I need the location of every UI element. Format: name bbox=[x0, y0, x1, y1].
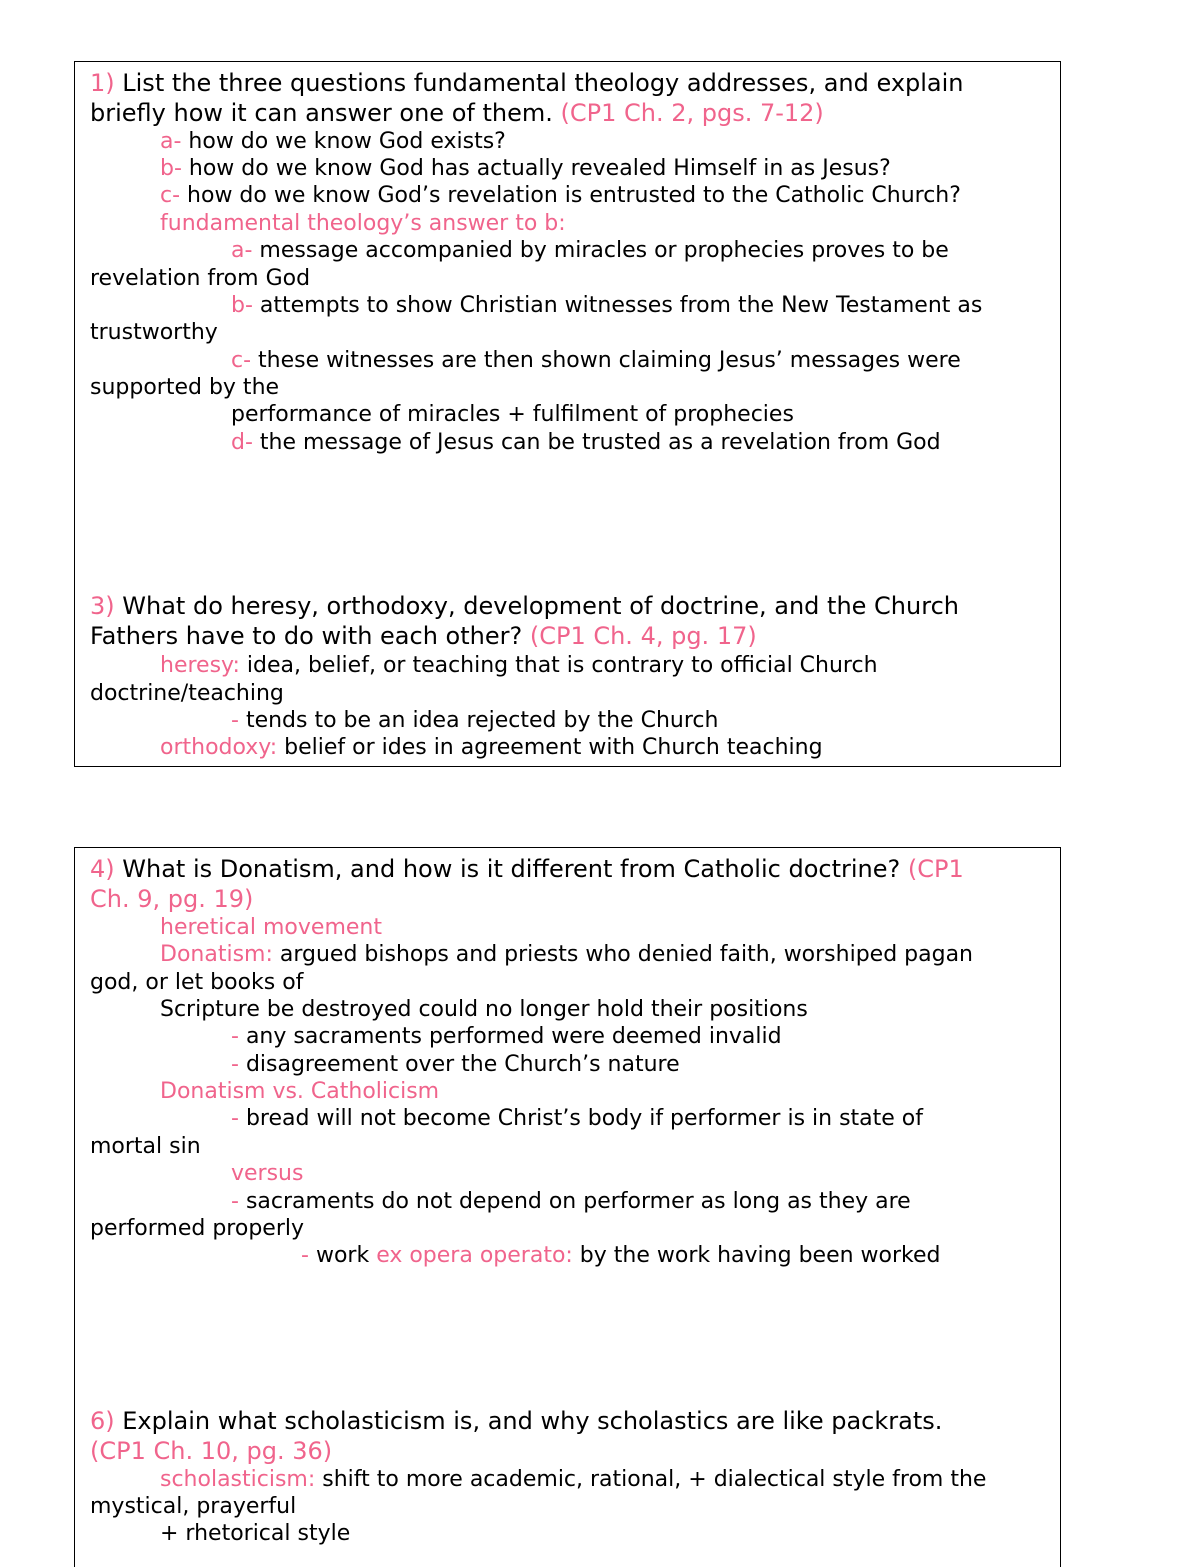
question-line bbox=[90, 591, 959, 621]
answer-line bbox=[231, 1160, 303, 1187]
answer-line bbox=[90, 680, 284, 707]
answer-line bbox=[231, 1105, 923, 1132]
question-line bbox=[90, 68, 964, 98]
highlight-text: Donatism vs. Catholicism bbox=[160, 1079, 440, 1104]
highlight-text: (CP1 Ch. 4, pg. 17) bbox=[529, 622, 757, 650]
body-text: disagreement over the Church’s nature bbox=[238, 1052, 680, 1077]
question-line bbox=[90, 854, 964, 884]
answer-line bbox=[231, 292, 982, 319]
highlight-text: scholasticism: bbox=[160, 1467, 316, 1492]
highlight-text: Ch. 9, pg. 19) bbox=[90, 885, 254, 913]
answer-line bbox=[160, 1466, 986, 1493]
highlight-text: heretical movement bbox=[160, 915, 382, 940]
body-text: idea, belief, or teaching that is contrary to official Church bbox=[239, 653, 878, 678]
body-text: these witnesses are then shown claiming Jesus’ messages were bbox=[251, 348, 961, 373]
body-text: belief or ides in agreement with Church teaching bbox=[277, 735, 823, 760]
answer-line bbox=[231, 401, 794, 428]
body-text: briefly how it can answer one of them. bbox=[90, 99, 561, 127]
highlight-text: - bbox=[231, 1052, 239, 1077]
body-text: tends to be an idea rejected by the Church bbox=[238, 708, 719, 733]
body-text: revelation from God bbox=[90, 266, 311, 291]
answer-line bbox=[231, 1188, 911, 1215]
body-text: how do we know God has actually revealed Himself in as Jesus? bbox=[181, 156, 891, 181]
highlight-text: a- bbox=[231, 238, 253, 263]
answer-line bbox=[90, 374, 279, 401]
highlight-text: - bbox=[231, 708, 239, 733]
highlight-text: - bbox=[231, 1106, 239, 1131]
body-text: List the three questions fundamental theology addresses, and explain bbox=[114, 69, 964, 97]
answer-line bbox=[90, 265, 310, 292]
highlight-text: versus bbox=[231, 1161, 304, 1186]
highlight-text: (CP1 Ch. 2, pgs. 7-12) bbox=[560, 99, 824, 127]
answer-line bbox=[90, 1493, 296, 1520]
answer-line bbox=[160, 1520, 350, 1547]
question-line bbox=[90, 884, 253, 914]
body-text: Fathers have to do with each other? bbox=[90, 622, 530, 650]
answer-line bbox=[160, 1078, 439, 1105]
answer-line bbox=[231, 429, 941, 456]
answer-line bbox=[160, 128, 506, 155]
answer-line bbox=[160, 914, 382, 941]
question-line bbox=[90, 621, 757, 651]
answer-line bbox=[160, 734, 823, 761]
answer-line bbox=[231, 1023, 782, 1050]
answer-line bbox=[301, 1242, 941, 1269]
body-text: Explain what scholasticism is, and why scholastics are like packrats. bbox=[114, 1407, 943, 1435]
highlight-text: (CP1 Ch. 10, pg. 36) bbox=[90, 1437, 333, 1465]
highlight-text: - bbox=[231, 1024, 239, 1049]
highlight-text: Donatism: bbox=[160, 942, 273, 967]
body-text: argued bishops and priests who denied faith, worshiped pagan bbox=[272, 942, 973, 967]
highlight-text: b- bbox=[231, 293, 253, 318]
answer-line bbox=[160, 182, 961, 209]
highlight-text: heresy: bbox=[160, 653, 240, 678]
body-text: performance of miracles + fulfilment of prophecies bbox=[231, 402, 794, 427]
highlight-text: c- bbox=[160, 183, 181, 208]
highlight-text: fundamental theology’s answer to b: bbox=[160, 211, 566, 236]
highlight-text: c- bbox=[231, 348, 252, 373]
body-text: by the work having been worked bbox=[572, 1243, 941, 1268]
highlight-text: orthodoxy: bbox=[160, 735, 278, 760]
body-text: shift to more academic, rational, + dialectical style from the bbox=[315, 1467, 987, 1492]
answer-line bbox=[160, 652, 878, 679]
body-text: mortal sin bbox=[90, 1134, 201, 1159]
body-text: how do we know God’s revelation is entrusted to the Catholic Church? bbox=[180, 183, 961, 208]
highlight-text: ex opera operato: bbox=[376, 1243, 573, 1268]
question-line bbox=[90, 98, 824, 128]
body-text: how do we know God exists? bbox=[181, 129, 506, 154]
question-line bbox=[90, 1406, 942, 1436]
body-text: Scripture be destroyed could no longer hold their positions bbox=[160, 997, 808, 1022]
answer-line bbox=[90, 1133, 201, 1160]
answer-line bbox=[160, 996, 808, 1023]
highlight-text: (CP1 bbox=[907, 855, 964, 883]
body-text: What is Donatism, and how is it different from Catholic doctrine? bbox=[114, 855, 908, 883]
answer-line bbox=[90, 969, 303, 996]
highlight-text: a- bbox=[160, 129, 182, 154]
answer-line bbox=[90, 319, 218, 346]
body-text: work bbox=[308, 1243, 377, 1268]
highlight-text: 6) bbox=[90, 1407, 115, 1435]
highlight-text: 3) bbox=[90, 592, 115, 620]
highlight-text: 4) bbox=[90, 855, 115, 883]
body-text: supported by the bbox=[90, 375, 280, 400]
body-text: any sacraments performed were deemed invalid bbox=[238, 1024, 782, 1049]
answer-line bbox=[160, 155, 891, 182]
question-line bbox=[90, 1436, 332, 1466]
body-text: + rhetorical style bbox=[160, 1521, 351, 1546]
highlight-text: 1) bbox=[90, 69, 115, 97]
body-text: god, or let books of bbox=[90, 970, 304, 995]
highlight-text: d- bbox=[231, 430, 253, 455]
body-text: performed properly bbox=[90, 1216, 304, 1241]
body-text: attempts to show Christian witnesses from the New Testament as bbox=[252, 293, 983, 318]
highlight-text: - bbox=[231, 1189, 239, 1214]
body-text: message accompanied by miracles or prophecies proves to be bbox=[252, 238, 949, 263]
body-text: What do heresy, orthodoxy, development of doctrine, and the Church bbox=[114, 592, 959, 620]
answer-line bbox=[160, 941, 973, 968]
answer-line bbox=[90, 1215, 304, 1242]
highlight-text: - bbox=[301, 1243, 309, 1268]
body-text: doctrine/teaching bbox=[90, 681, 284, 706]
answer-line bbox=[231, 237, 949, 264]
body-text: bread will not become Christ’s body if performer is in state of bbox=[238, 1106, 924, 1131]
body-text: the message of Jesus can be trusted as a revelation from God bbox=[252, 430, 941, 455]
highlight-text: b- bbox=[160, 156, 182, 181]
answer-line bbox=[231, 707, 718, 734]
body-text: mystical, prayerful bbox=[90, 1494, 297, 1519]
answer-line bbox=[160, 210, 566, 237]
answer-line bbox=[231, 347, 961, 374]
body-text: trustworthy bbox=[90, 320, 218, 345]
body-text: sacraments do not depend on performer as long as they are bbox=[238, 1189, 911, 1214]
answer-line bbox=[231, 1051, 680, 1078]
